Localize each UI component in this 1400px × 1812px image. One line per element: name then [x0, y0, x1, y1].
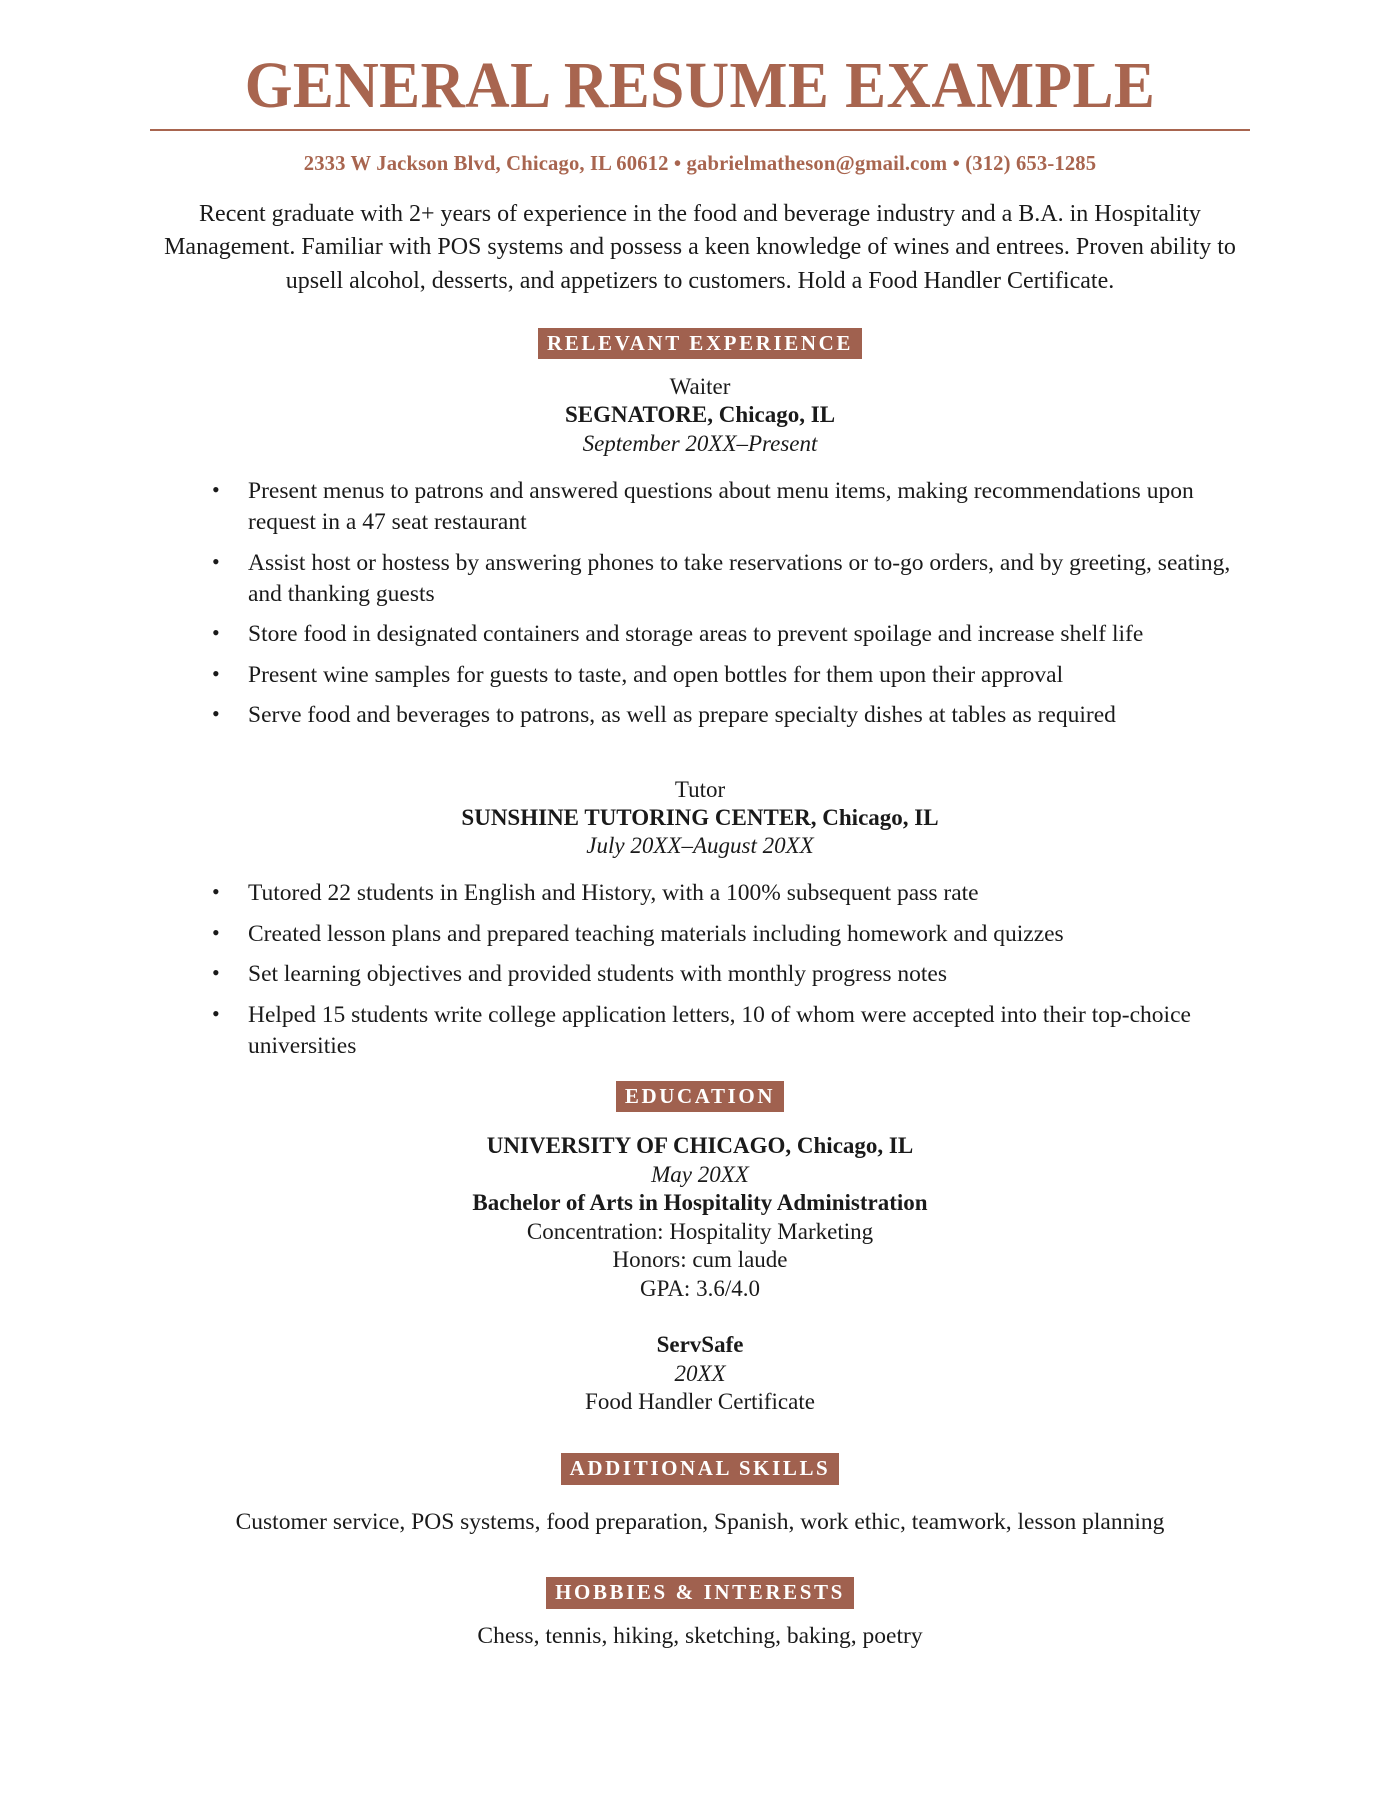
section-heading-hobbies: HOBBIES & INTERESTS: [546, 1577, 854, 1609]
experience-entry-tutor: [150, 776, 1250, 860]
section-heading-hobbies-wrap: [150, 1577, 1250, 1609]
degree-title: Bachelor of Arts in Hospitality Administration: [472, 1190, 928, 1216]
certificate-description: Food Handler Certificate: [585, 1389, 815, 1415]
section-heading-education-wrap: [150, 1081, 1250, 1113]
experience-entry-waiter: [150, 373, 1250, 457]
job-organization: SUNSHINE TUTORING CENTER, Chicago, IL: [461, 804, 939, 830]
list-item: • Set learning objectives and provided students with monthly progress notes: [206, 959, 1250, 990]
summary-paragraph: Recent graduate with 2+ years of experience in the food and beverage industry and a B.A. in Hospitality Management. Familiar with POS systems and possess a keen knowledge of wines and entrees. Proven ability to upsell alcohol, desserts, and appetizers to customers. Hold a Food Handler Certificate.: [164, 201, 1236, 294]
job-role: Tutor: [674, 776, 726, 802]
education-entry-certificate: [150, 1331, 1250, 1417]
list-item: • Tutored 22 students in English and History, with a 100% subsequent pass rate: [206, 878, 1250, 909]
job-role: Waiter: [669, 374, 731, 400]
list-item: • Assist host or hostess by answering phones to take reservations or to-go orders, and by greeting, seating, and thanking guests: [206, 548, 1250, 611]
job-bullet-list-waiter: [150, 476, 1250, 732]
certificate-date: 20XX: [674, 1360, 726, 1386]
list-item: • Store food in designated containers and storage areas to prevent spoilage and increase shelf life: [206, 619, 1250, 650]
list-item: • Serve food and beverages to patrons, as well as prepare specialty dishes at tables as required: [206, 700, 1250, 731]
education-entry-university: [150, 1132, 1250, 1303]
section-heading-skills: ADDITIONAL SKILLS: [561, 1453, 840, 1485]
hobbies-content: Chess, tennis, hiking, sketching, baking, poetry: [477, 1622, 923, 1649]
school-name: UNIVERSITY OF CHICAGO, Chicago, IL: [486, 1133, 914, 1159]
job-dates: July 20XX–August 20XX: [586, 833, 814, 859]
section-heading-education: EDUCATION: [616, 1081, 784, 1113]
list-item: • Present wine samples for guests to taste, and open bottles for them upon their approval: [206, 660, 1250, 691]
degree-concentration: Concentration: Hospitality Marketing: [526, 1218, 874, 1244]
degree-honors: Honors: cum laude: [612, 1247, 788, 1273]
list-item: • Created lesson plans and prepared teaching materials including homework and quizzes: [206, 919, 1250, 950]
job-bullet-list-tutor: [150, 878, 1250, 1062]
school-date: May 20XX: [651, 1161, 749, 1187]
page-title: GENERAL RESUME EXAMPLE: [244, 49, 1156, 122]
contact-line: 2333 W Jackson Blvd, Chicago, IL 60612 • gabrielmatheson@gmail.com • (312) 653-1285: [303, 151, 1097, 176]
degree-gpa: GPA: 3.6/4.0: [640, 1275, 760, 1301]
job-dates: September 20XX–Present: [582, 430, 818, 456]
section-heading-experience-wrap: [150, 328, 1250, 360]
certificate-name: ServSafe: [656, 1332, 744, 1358]
list-item: • Helped 15 students write college application letters, 10 of whom were accepted into their top-choice universities: [206, 1000, 1250, 1063]
title-divider: [150, 129, 1250, 131]
section-heading-skills-wrap: [150, 1453, 1250, 1485]
skills-content: Customer service, POS systems, food preparation, Spanish, work ethic, teamwork, lesson planning: [235, 1508, 1165, 1535]
job-organization: SEGNATORE, Chicago, IL: [564, 402, 836, 428]
list-item: • Present menus to patrons and answered questions about menu items, making recommendations upon request in a 47 seat restaurant: [206, 476, 1250, 539]
section-heading-experience: RELEVANT EXPERIENCE: [538, 328, 862, 360]
